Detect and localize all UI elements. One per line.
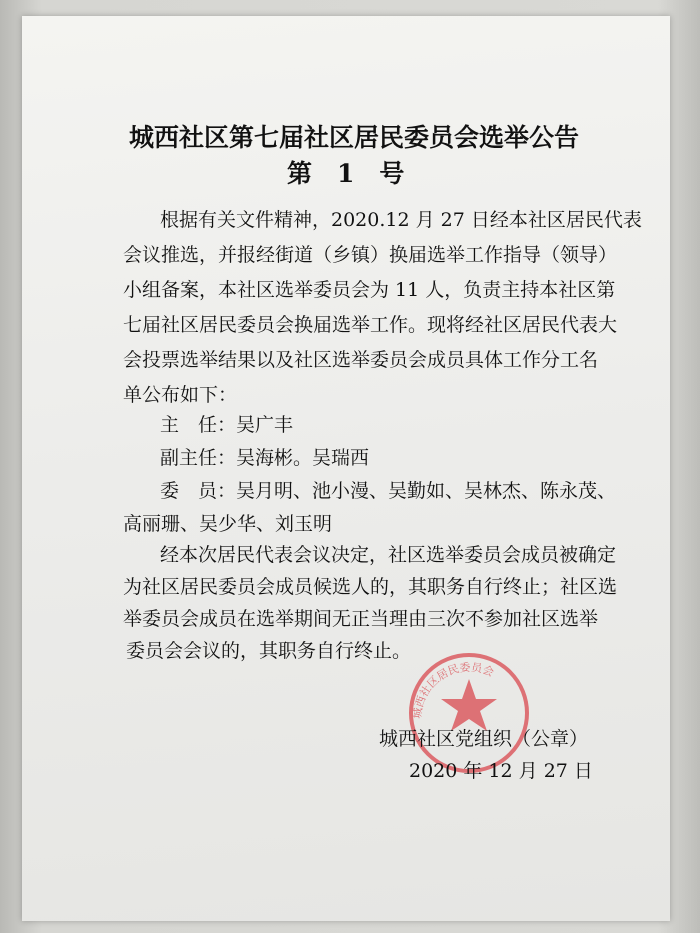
paragraph2-line1: 经本次居民代表会议决定，社区选举委员会成员被确定 [160, 544, 617, 566]
date-line: 2020 年 12 月 27 日 [409, 760, 593, 782]
deputy-director-line: 副主任：吴海彬。吴瑞西 [160, 447, 370, 469]
paragraph1-line1: 根据有关文件精神，2020.12 月 27 日经本社区居民代表 [160, 209, 642, 231]
signature-line: 城西社区党组织（公章） [379, 728, 589, 750]
paragraph2-line2: 为社区居民委员会成员候选人的，其职务自行终止；社区选 [123, 576, 618, 598]
paragraph1-line2: 会议推选，并报经街道（乡镇）换届选举工作指导（领导） [123, 244, 618, 266]
paragraph1-line4: 七届社区居民委员会换届选举工作。现将经社区居民代表大 [123, 314, 618, 336]
members-line2: 高丽珊、吴少华、刘玉明 [123, 513, 333, 535]
paragraph1-line6: 单公布如下： [123, 384, 238, 406]
paragraph1-line3: 小组备案，本社区选举委员会为 11 人，负责主持本社区第 [123, 279, 616, 301]
paragraph2-line3: 举委员会成员在选举期间无正当理由三次不参加社区选举 [123, 608, 599, 630]
svg-text:城西社区居民委员会: 城西社区居民委员会 [410, 660, 496, 720]
paragraph1-line5: 会投票选举结果以及社区选举委员会成员具体工作分工名 [123, 349, 599, 371]
director-line: 主 任：吴广丰 [160, 414, 294, 436]
members-line1: 委 员：吴月明、池小漫、吴勤如、吴林杰、陈永茂、 [160, 480, 617, 502]
notice-title: 城西社区第七届社区居民委员会选举公告 [129, 123, 580, 152]
paragraph2-line4: 委员会会议的，其职务自行终止。 [126, 640, 412, 662]
notice-number: 第 1 号 [287, 159, 405, 188]
